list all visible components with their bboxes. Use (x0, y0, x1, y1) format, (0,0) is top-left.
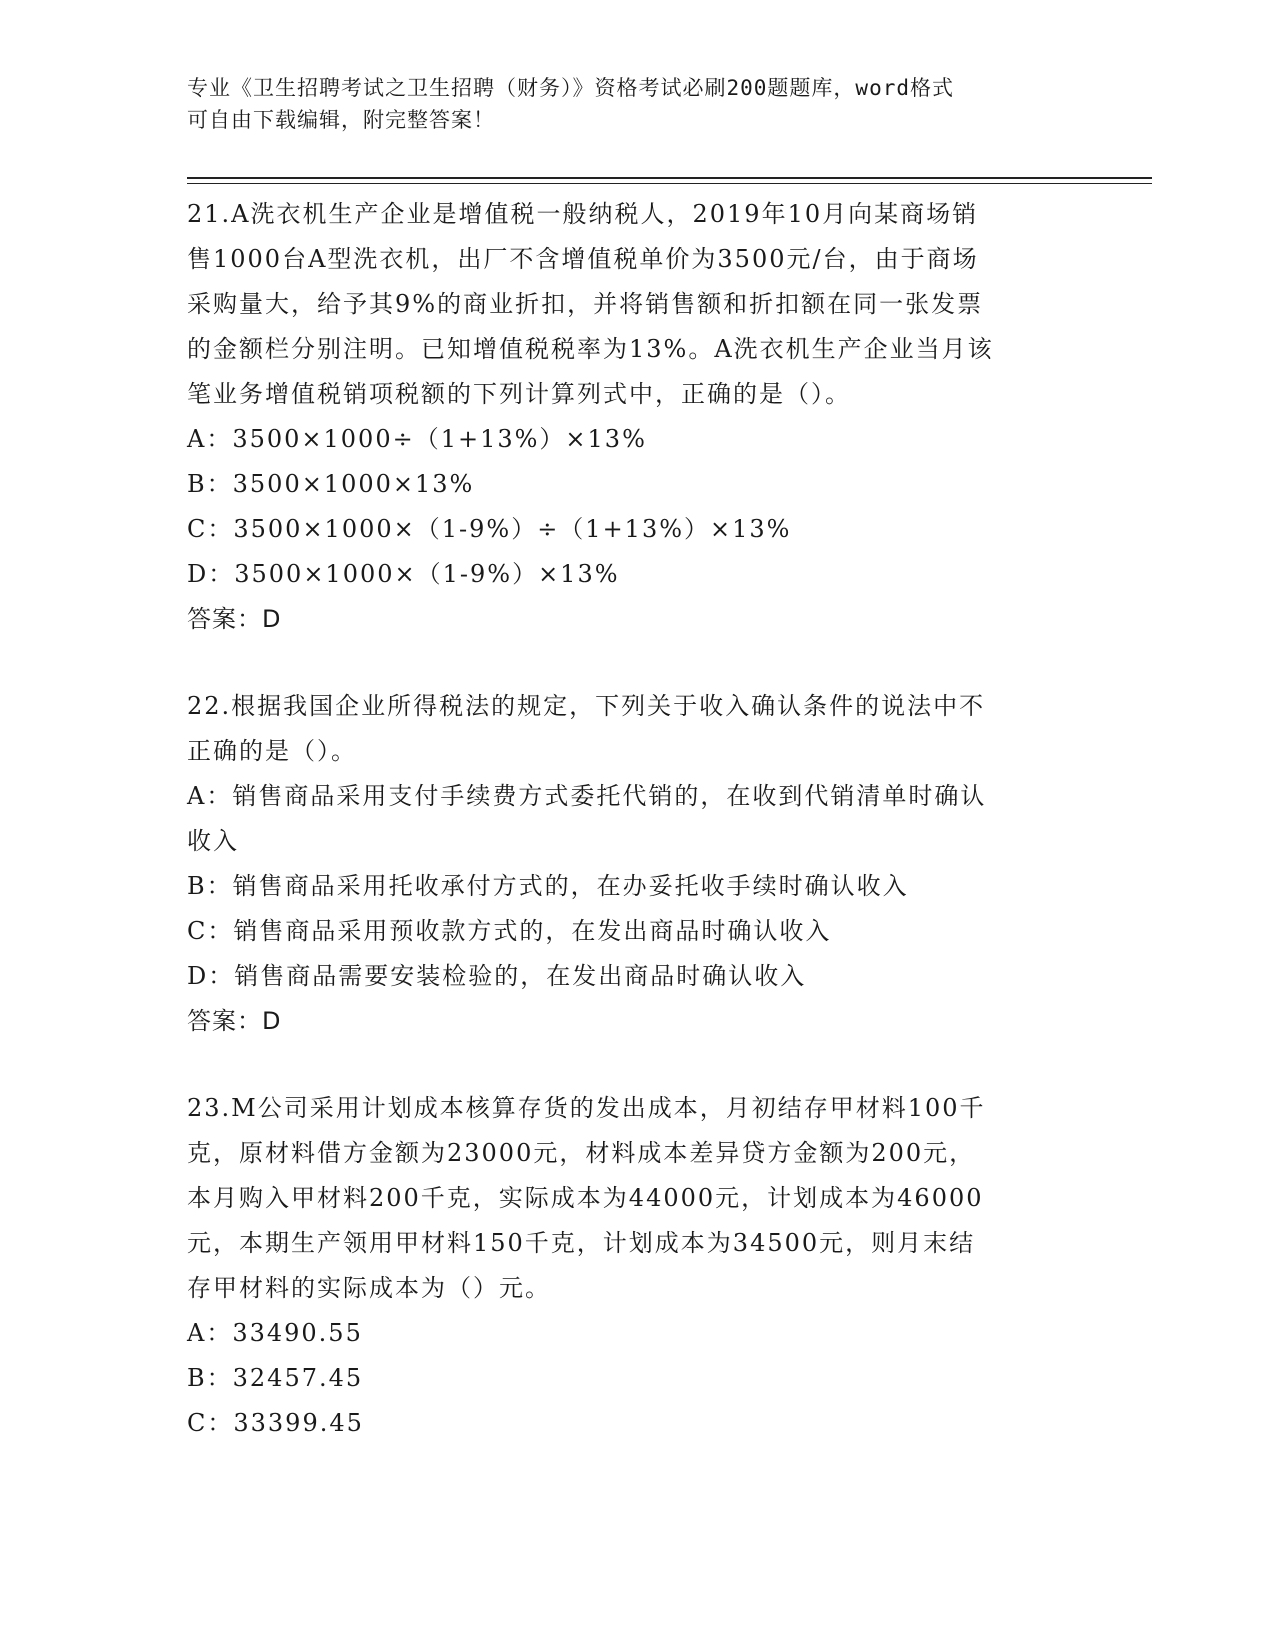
option-c: C：3500×1000×（1-9%）÷（1+13%）×13% (187, 515, 792, 543)
header-divider-thin (187, 183, 1152, 184)
question-stem-line: 23.M公司采用计划成本核算存货的发出成本，月初结存甲材料100千 (187, 1094, 986, 1122)
question-stem-line: 正确的是（）。 (187, 737, 357, 765)
option-b: B：3500×1000×13% (187, 470, 475, 498)
question-stem-line: 笔业务增值税销项税额的下列计算列式中，正确的是（）。 (187, 380, 851, 408)
question-stem-line: 克，原材料借方金额为23000元，材料成本差异贷方金额为200元， (187, 1139, 976, 1167)
option-c: C：销售商品采用预收款方式的，在发出商品时确认收入 (187, 917, 832, 945)
option-b: B：32457.45 (187, 1364, 364, 1392)
question-stem-line: 采购量大，给予其9%的商业折扣，并将销售额和折扣额在同一张发票 (187, 290, 984, 318)
question-stem-line: 21.A洗衣机生产企业是增值税一般纳税人，2019年10月向某商场销 (187, 200, 979, 228)
question-stem-line: 的金额栏分别注明。已知增值税税率为13%。A洗衣机生产企业当月该 (187, 335, 994, 363)
question-23 (187, 1086, 1067, 1446)
option-a-continued: 收入 (187, 827, 239, 855)
question-stem-line: 售1000台A型洗衣机，出厂不含增值税单价为3500元/台，由于商场 (187, 245, 979, 273)
question-list (187, 192, 1067, 1488)
option-a: A：3500×1000÷（1+13%）×13% (187, 425, 647, 453)
question-stem-line: 存甲材料的实际成本为（）元。 (187, 1274, 551, 1302)
option-c: C：33399.45 (187, 1409, 364, 1437)
document-header (187, 72, 1067, 136)
option-a: A：销售商品采用支付手续费方式委托代销的，在收到代销清单时确认 (187, 782, 987, 810)
question-stem-line: 元，本期生产领用甲材料150千克，计划成本为34500元，则月末结 (187, 1229, 976, 1257)
header-divider-thick (187, 177, 1152, 179)
option-a: A：33490.55 (187, 1319, 363, 1347)
option-b: B：销售商品采用托收承付方式的，在办妥托收手续时确认收入 (187, 872, 909, 900)
option-d: D：3500×1000×（1-9%）×13% (187, 560, 620, 588)
header-line-2: 可自由下载编辑，附完整答案！ (187, 108, 495, 132)
option-d: D：销售商品需要安装检验的，在发出商品时确认收入 (187, 962, 807, 990)
answer-label: 答案：D (187, 605, 282, 633)
answer-label: 答案：D (187, 1007, 282, 1035)
question-stem-line: 本月购入甲材料200千克，实际成本为44000元，计划成本为46000 (187, 1184, 984, 1212)
question-22 (187, 684, 1067, 1044)
question-stem-line: 22.根据我国企业所得税法的规定，下列关于收入确认条件的说法中不 (187, 692, 986, 720)
question-21 (187, 192, 1067, 642)
header-line-1: 专业《卫生招聘考试之卫生招聘（财务）》资格考试必刷200题题库，word格式 (187, 76, 954, 100)
